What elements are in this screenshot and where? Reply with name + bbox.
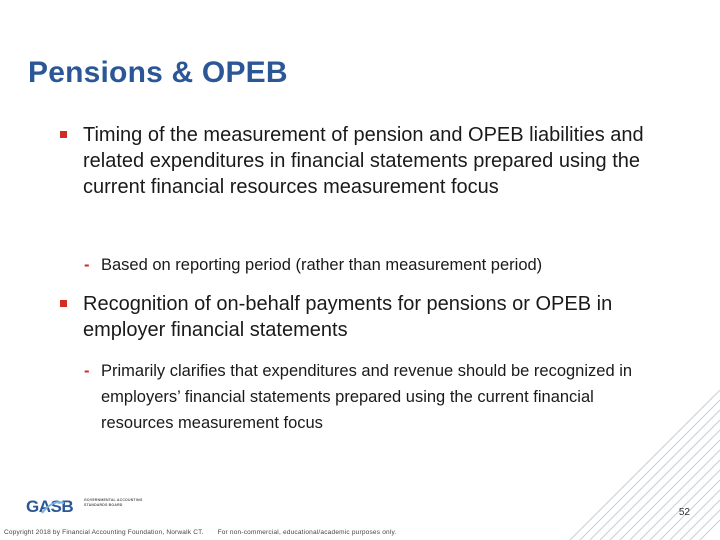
bullet-item <box>60 122 660 200</box>
sub-bullet-text: Primarily clarifies that expenditures and revenue should be recognized in employers’ financial statements prepared using the current financial resources measurement focus <box>101 362 633 432</box>
logo-wordmark: GASB <box>26 497 74 516</box>
bullet-square-icon <box>60 131 67 138</box>
footer-note: For non-commercial, educational/academic purposes only. <box>217 529 397 536</box>
dash-icon: - <box>84 362 90 380</box>
footer-copyright: Copyright 2018 by Financial Accounting Foundation, Norwalk CT. <box>4 529 204 536</box>
sub-bullet-text: Based on reporting period (rather than measurement period) <box>101 256 543 274</box>
page-number: 52 <box>678 507 690 518</box>
sub-bullet-item <box>84 252 659 278</box>
slide-title: Pensions & OPEB <box>28 56 288 89</box>
bullet-square-icon <box>60 300 67 307</box>
gasb-logo <box>26 496 143 520</box>
bullet-item <box>60 291 660 343</box>
footer <box>4 529 720 536</box>
logo-subtext: GOVERNMENTAL ACCOUNTING STANDARDS BOARD <box>84 498 143 507</box>
decorative-stripes <box>520 390 720 540</box>
dash-icon: - <box>84 256 90 274</box>
logo-swoosh-icon <box>40 497 66 517</box>
bullet-text: Timing of the measurement of pension and OPEB liabilities and related expenditures in financial statements prepared using the current financial resources measurement focus <box>83 124 644 198</box>
bullet-text: Recognition of on-behalf payments for pensions or OPEB in employer financial statements <box>83 293 613 341</box>
